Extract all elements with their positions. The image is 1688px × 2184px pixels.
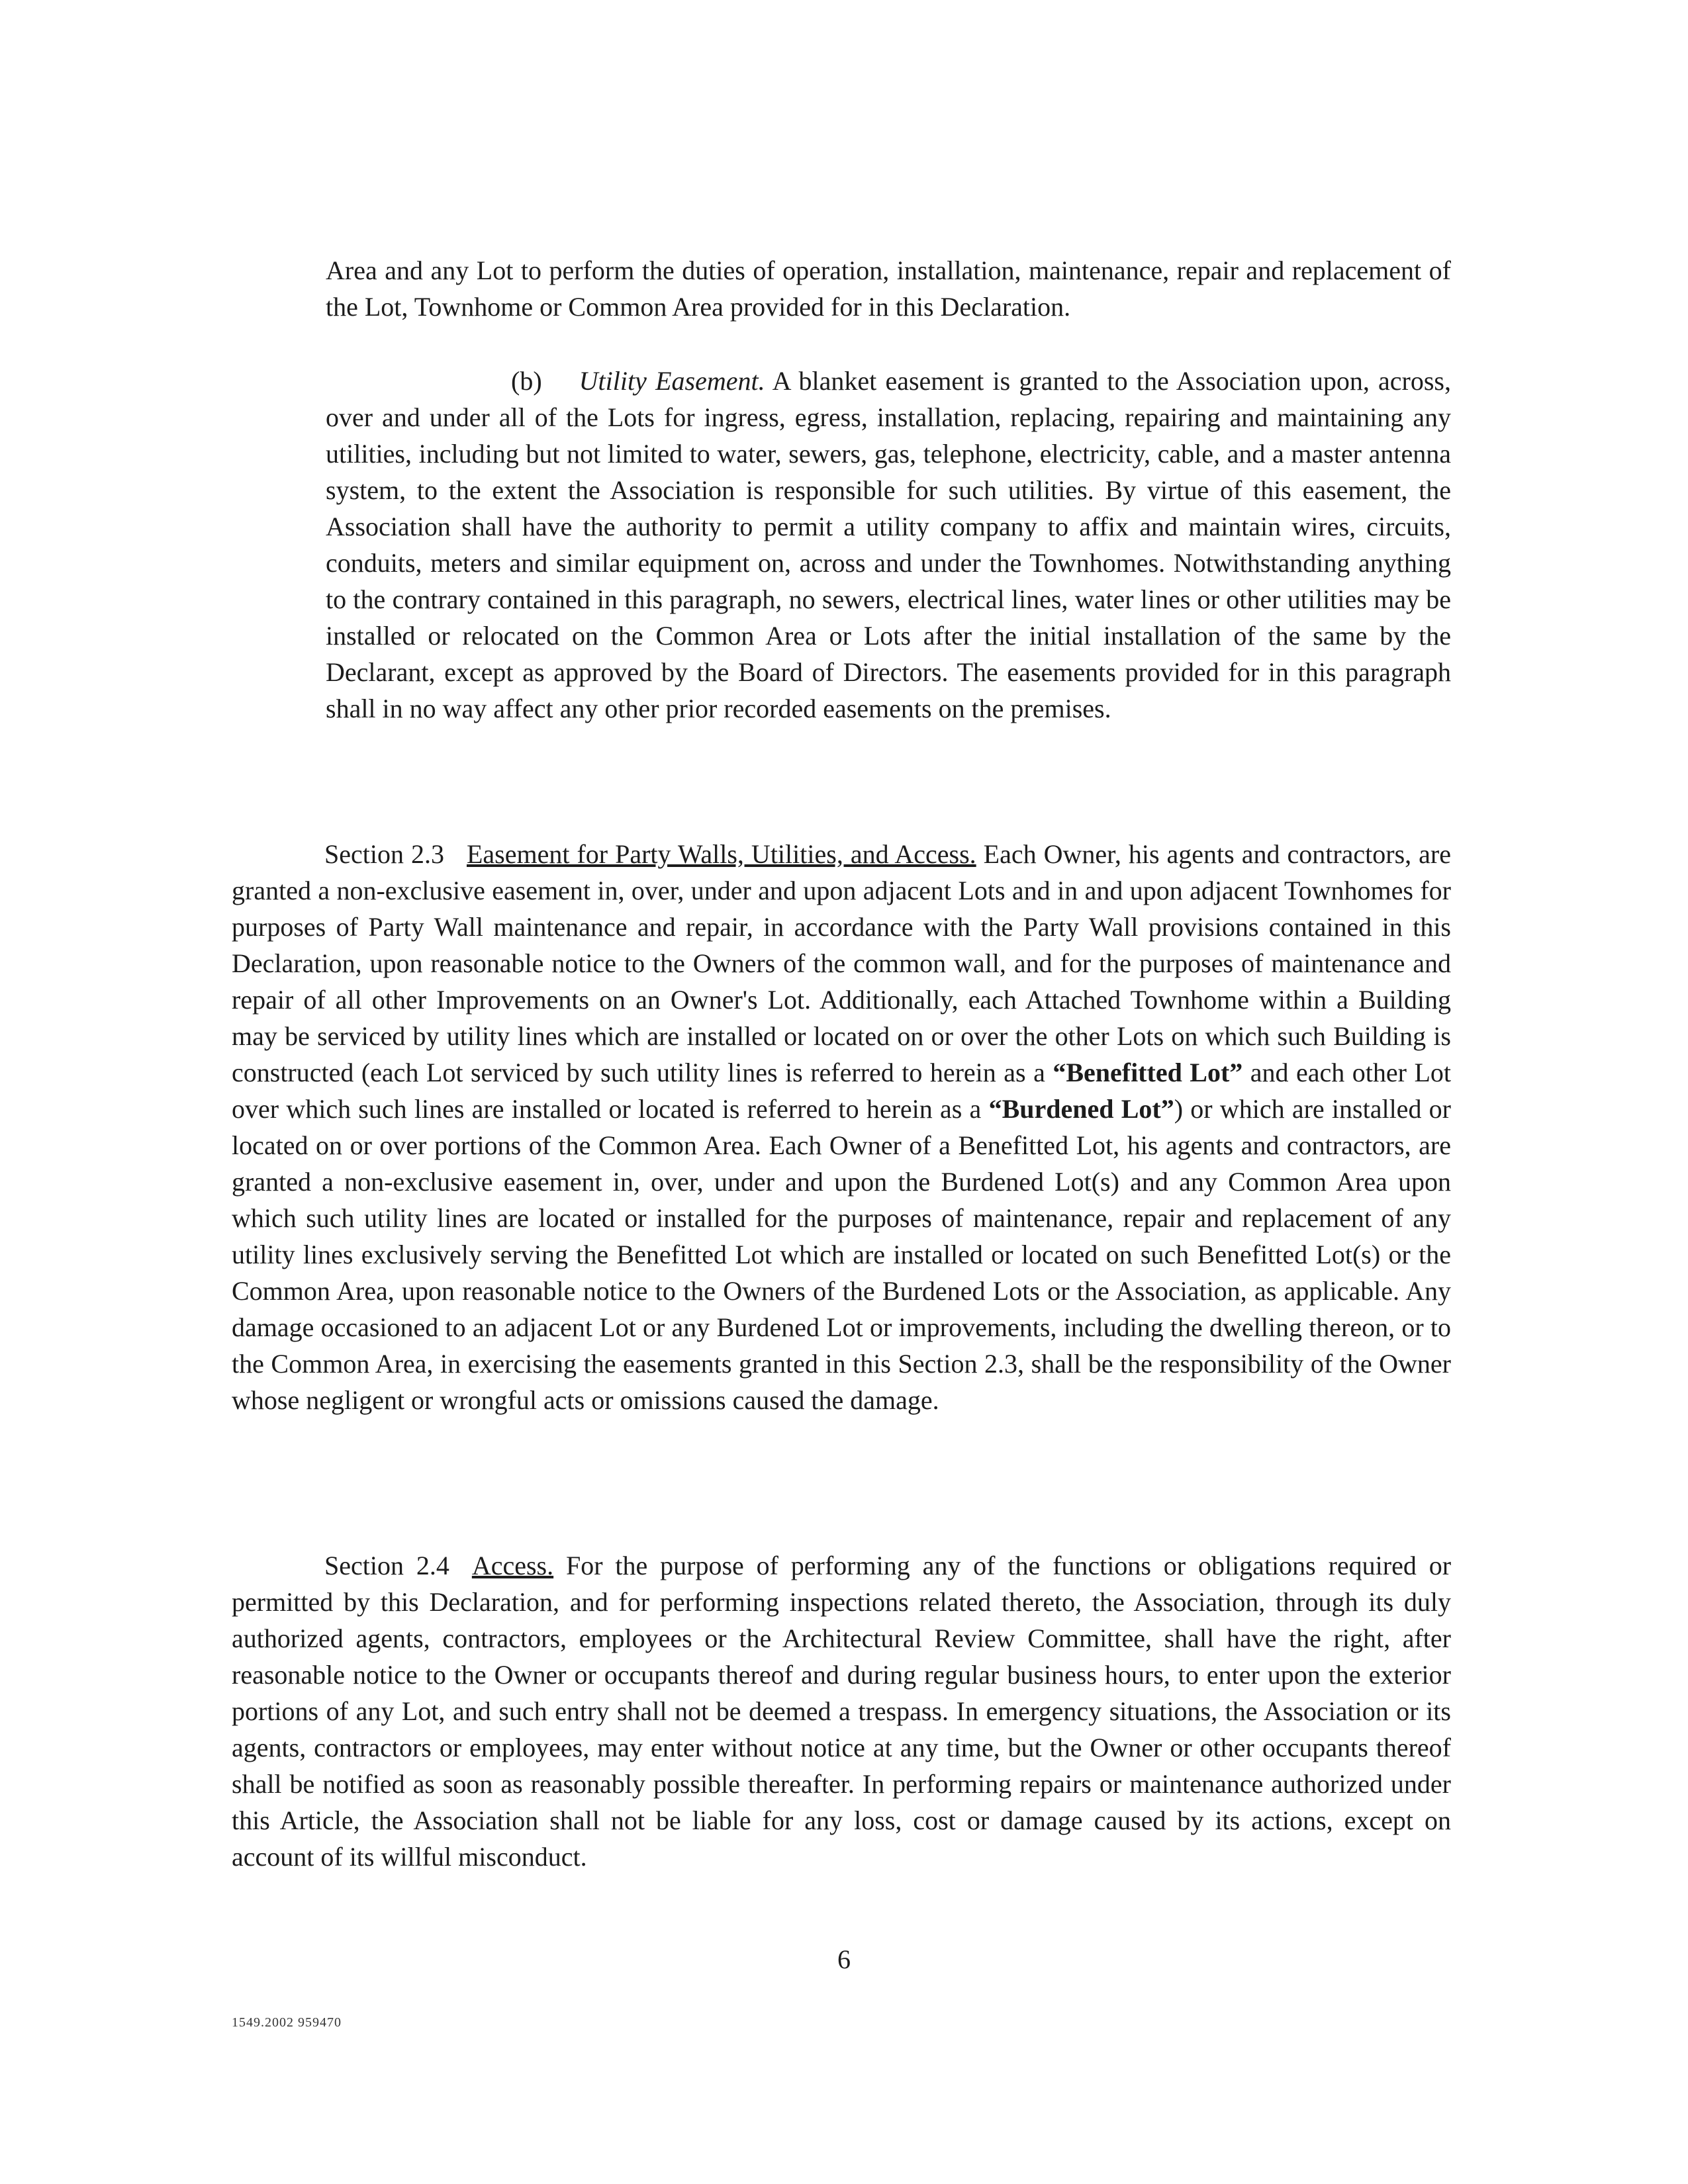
section-heading: Easement for Party Walls, Utilities, and Access. xyxy=(466,839,976,869)
subsection-body: A blanket easement is granted to the Association upon, across, over and under all of the Lots for ingress, egress, installation, replacing, repairing and maintaining any utilities, including but not limited to water, sewers, gas, telephone, electricity, cable, and a master antenna system, to the extent the Association is responsible for such utilities. By virtue of this easement, the Association shall have the authority to permit a utility company to affix and maintain wires, circuits, conduits, meters and similar equipment on, across and under the Townhomes. Notwithstanding anything to the contrary contained in this paragraph, no sewers, electrical lines, water lines or other utilities may be installed or relocated on the Common Area or Lots after the initial installation of the same by the Declarant, except as approved by the Board of Directors. The easements provided for in this paragraph shall in no way affect any other prior recorded easements on the premises. xyxy=(326,366,1451,723)
section-heading: Access. xyxy=(471,1551,554,1580)
paragraph-section-2-3 xyxy=(232,836,1451,1418)
defined-term-benefitted-lot: “Benefitted Lot” xyxy=(1053,1058,1243,1087)
section-body-part-2: and each other Lot over which such lines are installed or located is referred to herein as a xyxy=(232,1058,1451,1124)
section-number: Section 2.4 xyxy=(324,1551,449,1580)
section-body-part-1: Each Owner, his agents and contractors, are granted a non-exclusive easement in, over, under and upon adjacent Lots and in and upon adjacent Townhomes for purposes of Party Wall maintenance and repair, in accordance with the Party Wall provisions contained in this Declaration, upon reasonable notice to the Owners of the common wall, and for the purposes of maintenance and repair of all other Improvements on an Owner's Lot. Additionally, each Attached Townhome within a Building may be serviced by utility lines which are installed or located on or over the other Lots on which such Building is constructed (each Lot serviced by such utility lines is referred to herein as a xyxy=(232,839,1452,1087)
paragraph-section-2-4 xyxy=(232,1547,1451,1875)
defined-term-burdened-lot: “Burdened Lot” xyxy=(988,1094,1174,1124)
section-number: Section 2.3 xyxy=(324,839,444,869)
section-body-part-3: ) or which are installed or located on or over portions of the Common Area. Each Owner of a Benefitted Lot, his agents and contractors, are granted a non-exclusive easement in, over, under and upon the Burdened Lot(s) and any Common Area upon which such utility lines are located or installed for the purposes of maintenance, repair and replacement of any utility lines exclusively serving the Benefitted Lot which are installed or located on such Benefitted Lot(s) or the Common Area, upon reasonable notice to the Owners of the Burdened Lots or the Association, as applicable. Any damage occasioned to an adjacent Lot or any Burdened Lot or improvements, including the dwelling thereon, or to the Common Area, in exercising the easements granted in this Section 2.3, shall be the responsibility of the Owner whose negligent or wrongful acts or omissions caused the damage. xyxy=(232,1094,1451,1415)
subsection-heading: Utility Easement. xyxy=(579,366,765,396)
paragraph-continuation-text: Area and any Lot to perform the duties of operation, installation, maintenance, repair and replacement of the Lot, Townhome or Common Area provided for in this Declaration. xyxy=(326,255,1451,322)
section-body: For the purpose of performing any of the functions or obligations required or permitted by this Declaration, and for performing inspections related thereto, the Association, through its duly authorized agents, contractors, employees or the Architectural Review Committee, shall have the right, after reasonable notice to the Owner or occupants thereof and during regular business hours, to enter upon the exterior portions of any Lot, and such entry shall not be deemed a trespass. In emergency situations, the Association or its agents, contractors or employees, may enter without notice at any time, but the Owner or other occupants thereof shall be notified as soon as reasonably possible thereafter. In performing repairs or maintenance authorized under this Article, the Association shall not be liable for any loss, cost or damage caused by its actions, except on account of its willful misconduct. xyxy=(232,1551,1452,1872)
subsection-marker: (b) xyxy=(511,366,542,396)
paragraph-continuation xyxy=(326,252,1451,325)
page-number: 6 xyxy=(837,1944,851,1974)
document-id: 1549.2002 959470 xyxy=(232,2015,342,2030)
paragraph-utility-easement xyxy=(326,363,1451,727)
